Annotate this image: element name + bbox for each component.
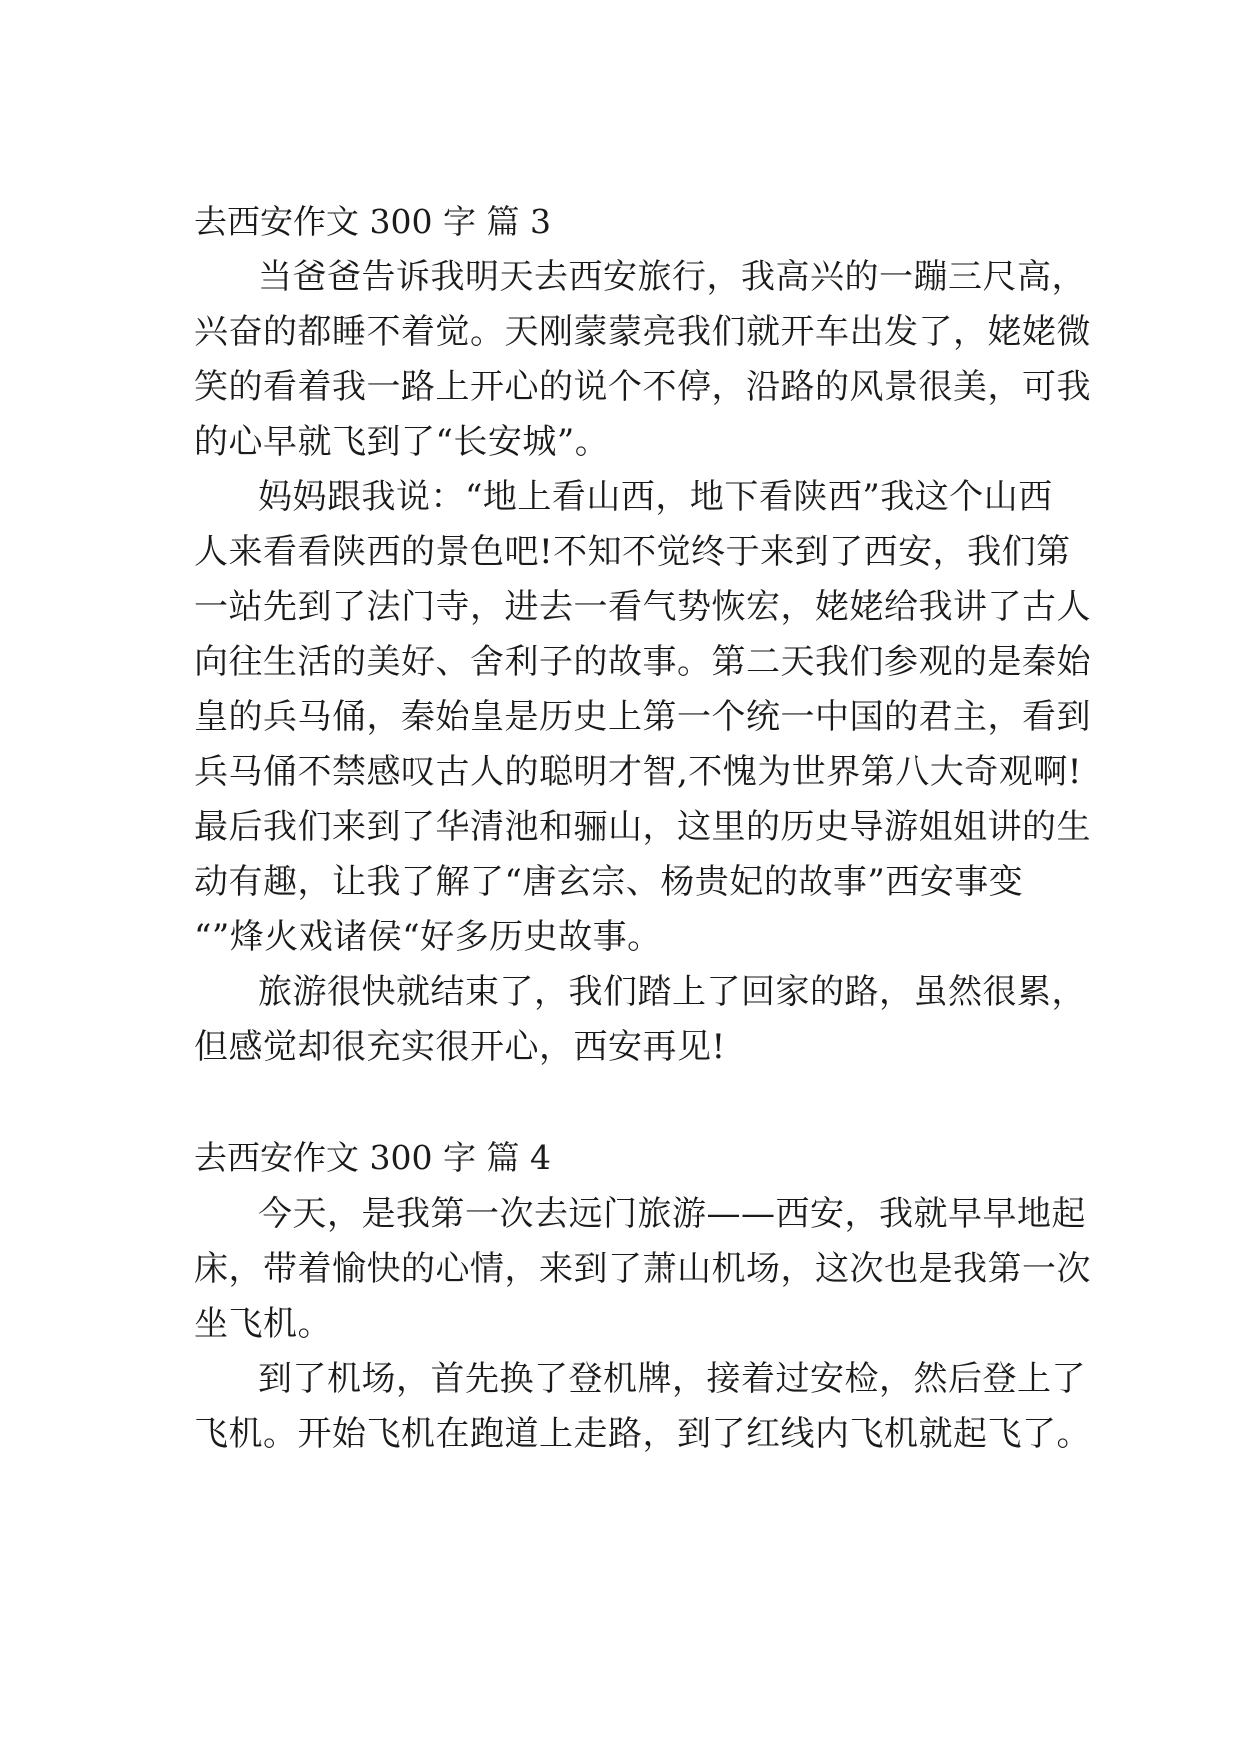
paragraph-line: 的心早就飞到了“长安城”。 (194, 422, 610, 462)
paragraph-line: 妈妈跟我说：“地上看山西，地下看陕西”我这个山西 (258, 477, 1053, 517)
paragraph-line: 最后我们来到了华清池和骊山，这里的历史导游姐姐讲的生 (194, 807, 1091, 847)
paragraph-line: 动有趣，让我了解了“唐玄宗、杨贵妃的故事”西安事变 (194, 862, 1024, 902)
paragraph-line: 旅游很快就结束了，我们踏上了回家的路，虽然很累， (258, 972, 1086, 1012)
paragraph-line: 一站先到了法门寺，进去一看气势恢宏，姥姥给我讲了古人 (194, 587, 1091, 627)
paragraph-line: 向往生活的美好、舍利子的故事。第二天我们参观的是秦始 (194, 642, 1091, 682)
paragraph-line: 笑的看着我一路上开心的说个不停，沿路的风景很美，可我 (194, 367, 1091, 407)
paragraph-line: “”烽火戏诸侯“好多历史故事。 (194, 917, 662, 957)
paragraph-line: 皇的兵马俑，秦始皇是历史上第一个统一中国的君主，看到 (194, 697, 1091, 737)
paragraph-line: 坐飞机。 (194, 1304, 332, 1344)
paragraph-line: 当爸爸告诉我明天去西安旅行，我高兴的一蹦三尺高， (258, 257, 1086, 297)
paragraph-line: 兴奋的都睡不着觉。天刚蒙蒙亮我们就开车出发了，姥姥微 (194, 312, 1091, 352)
paragraph-line: 兵马俑不禁感叹古人的聪明才智,不愧为世界第八大奇观啊! (194, 752, 1082, 792)
paragraph-line: 人来看看陕西的景色吧!不知不觉终于来到了西安，我们第 (194, 532, 1071, 572)
section-title: 去西安作文 300 字 篇 4 (194, 1138, 551, 1177)
paragraph-line: 但感觉却很充实很开心，西安再见! (194, 1027, 726, 1067)
paragraph-line: 床，带着愉快的心情，来到了萧山机场，这次也是我第一次 (194, 1249, 1091, 1289)
section-title: 去西安作文 300 字 篇 3 (194, 202, 551, 241)
paragraph-line: 飞机。开始飞机在跑道上走路，到了红线内飞机就起飞了。 (194, 1414, 1091, 1454)
paragraph-line: 到了机场，首先换了登机牌，接着过安检，然后登上了 (258, 1359, 1086, 1399)
paragraph-line: 今天，是我第一次去远门旅游——西安，我就早早地起 (258, 1194, 1086, 1234)
